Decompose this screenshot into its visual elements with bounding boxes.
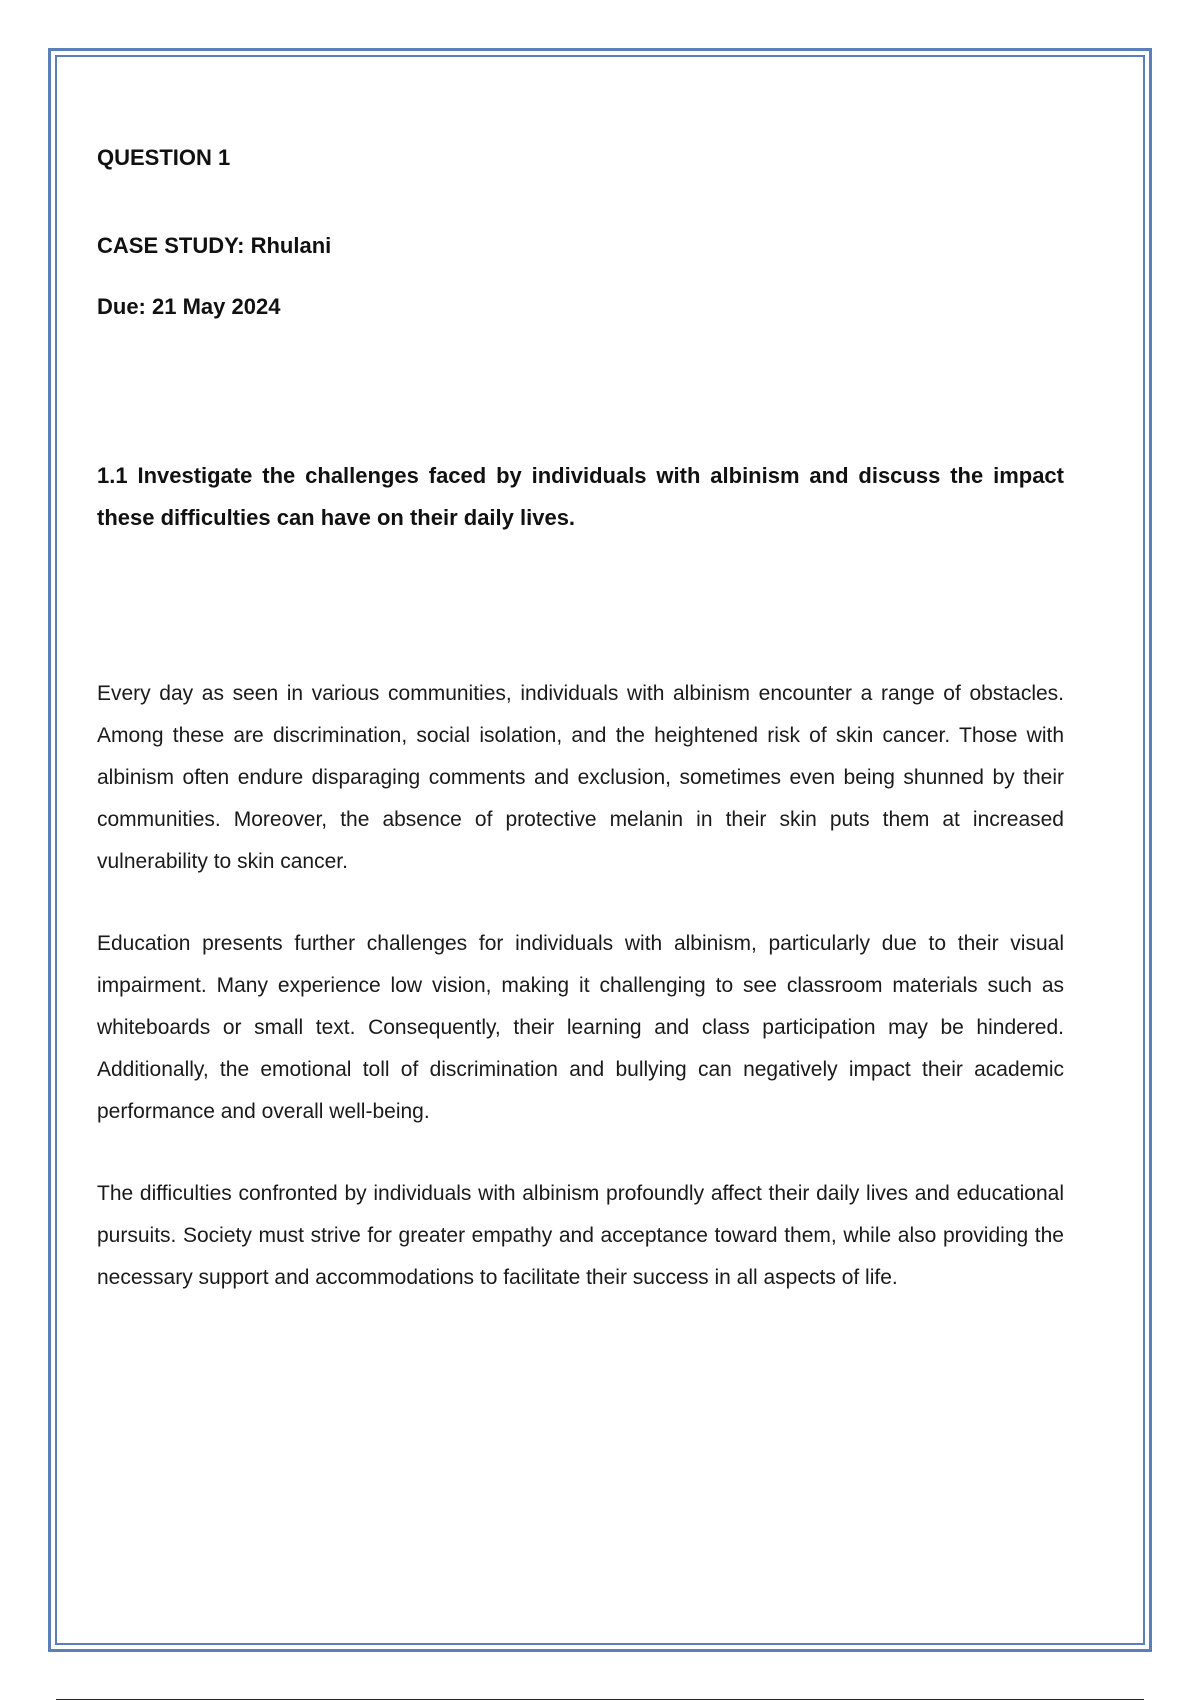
question-heading: QUESTION 1 — [97, 145, 231, 170]
answer-paragraph: Every day as seen in various communities, individuals with albinism encounter a range of obstacles. Among these are discrimination, social isolation, and the heightened risk of skin cancer. Those with albinism often endure disparaging comments and exclusion, sometimes even being shunned by their communities. Moreover, the absence of protective melanin in their skin puts them at increased vulnerability to skin cancer. — [97, 682, 1064, 873]
case-study-title: CASE STUDY: Rhulani — [97, 233, 332, 258]
answer-paragraph: Education presents further challenges for individuals with albinism, particularly due to their visual impairment. Many experience low vision, making it challenging to see classroom materials such as whiteboards or small text. Consequently, their learning and class participation may be hindered. Additionally, the emotional toll of discrimination and bullying can negatively impact their academic performance and overall well-being. — [97, 932, 1064, 1123]
question-prompt: 1.1 Investigate the challenges faced by individuals with albinism and discuss the impact these difficulties can have on their daily lives. — [97, 463, 1064, 530]
due-date: Due: 21 May 2024 — [97, 294, 281, 319]
document-content — [97, 140, 1064, 1299]
answer-paragraph: The difficulties confronted by individuals with albinism profoundly affect their daily lives and educational pursuits. Society must strive for greater empathy and acceptance toward them, while also providing the necessary support and accommodations to facilitate their success in all aspects of life. — [97, 1182, 1064, 1289]
